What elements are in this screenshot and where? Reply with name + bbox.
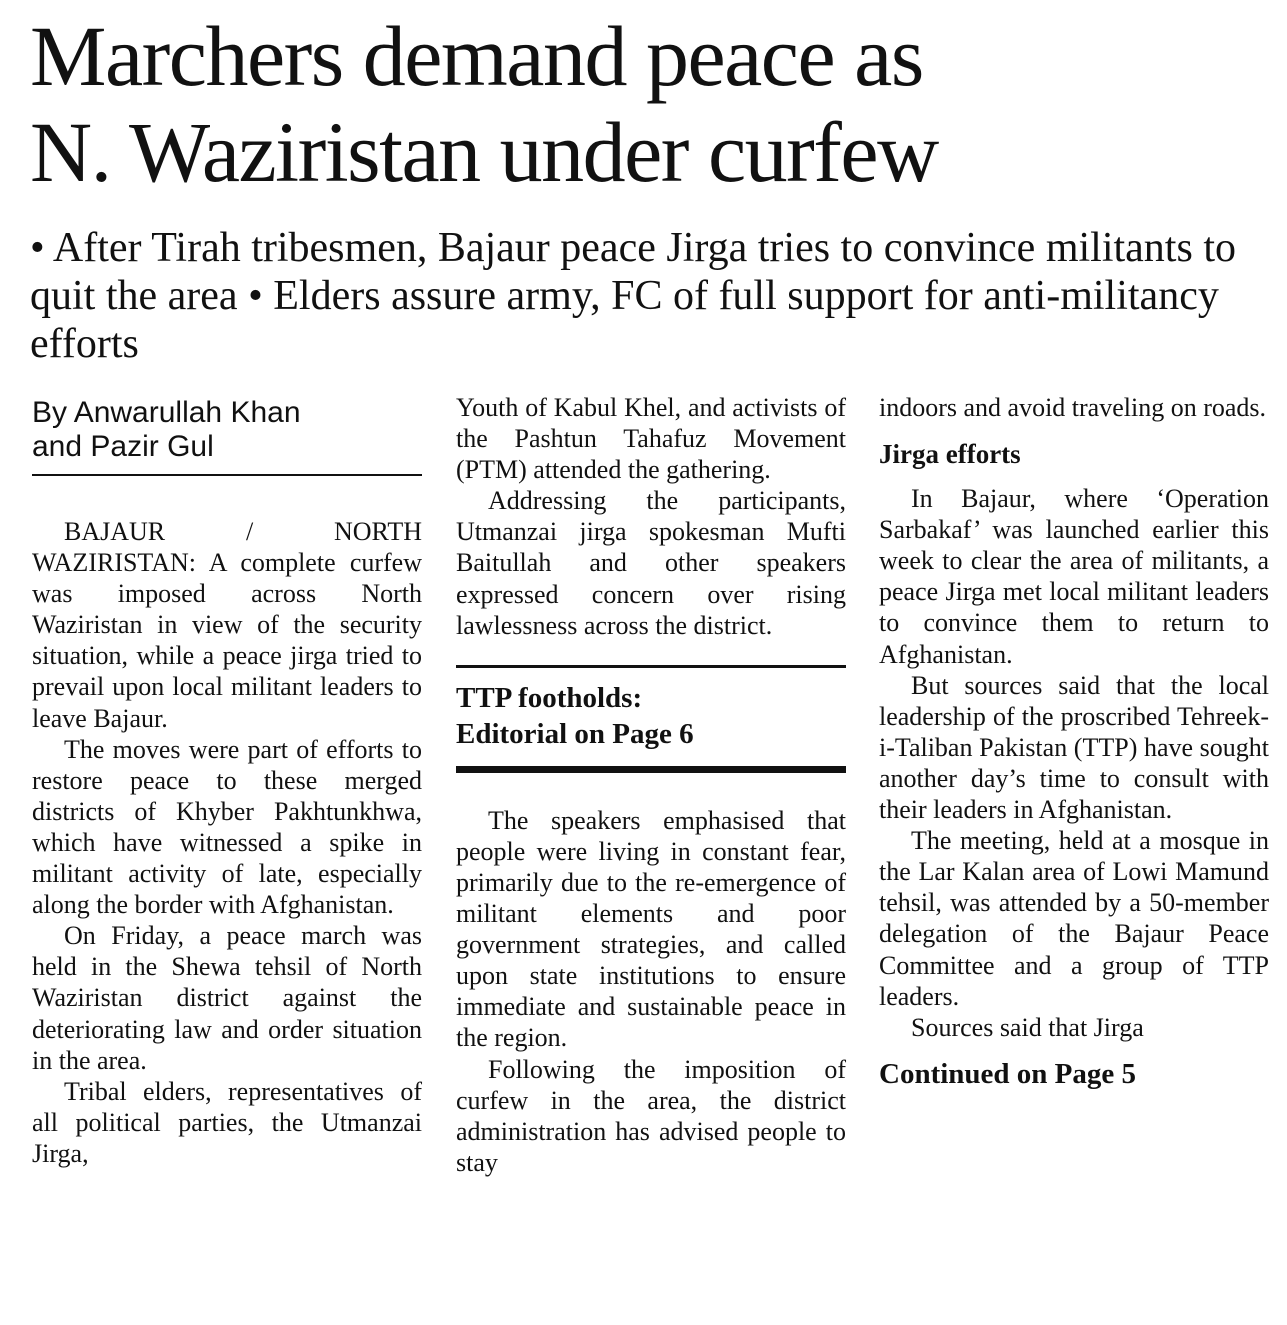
article-column-3	[879, 392, 1269, 1091]
article-column-1	[32, 392, 422, 1169]
editorial-reference-box	[456, 665, 846, 773]
column3-paragraph-1: indoors and avoid traveling on roads.	[879, 393, 1267, 422]
deck	[30, 224, 1270, 368]
byline-line-2: and Pazir Gul	[32, 430, 214, 463]
article-column-2	[456, 392, 846, 1178]
headline-line-2: N. Waziristan under curfew	[30, 104, 938, 200]
column2-paragraph-2: Addressing the participants, Utmanzai jirga spokesman Mufti Baitullah and other speakers expressed concern over rising lawlessness across the district.	[456, 486, 846, 640]
column3-paragraph-5: Sources said that Jirga	[911, 1012, 1144, 1042]
continued-on-page-link: Continued on Page 5	[879, 1057, 1137, 1090]
headline-line-1: Marchers demand peace as	[30, 8, 923, 104]
column3-paragraph-2: In Bajaur, where ‘Operation Sarbakaf’ was launched earlier this week to clear the area of militants, a peace Jirga met local militant leaders to convince them to return to Afghanistan.	[879, 484, 1269, 669]
column1-paragraph-3: On Friday, a peace march was held in the Shewa tehsil of North Waziristan district against the deteriorating law and order situation in the area.	[32, 921, 422, 1075]
headline	[30, 8, 1270, 200]
refbox-line-2: Editorial on Page 6	[456, 717, 694, 750]
column3-paragraph-3: But sources said that the local leadership of the proscribed Tehreek-i-Taliban Pakistan (TTP) have sought another day’s time to consult with their leaders in Afghanistan.	[879, 670, 1269, 825]
section-subhead: Jirga efforts	[879, 439, 1021, 470]
column1-paragraph-1: BAJAUR / NORTH WAZIRISTAN: A complete curfew was imposed across North Waziristan in view of the security situation, while a peace jirga tried to prevail upon local militant leaders to leave Bajaur.	[32, 517, 422, 733]
deck-bullet-1: • After Tirah tribesmen, Bajaur peace Jirga tries to convince militants to quit the area	[30, 225, 1236, 319]
column1-paragraph-4: Tribal elders, representatives of all political parties, the Utmanzai Jirga,	[32, 1076, 422, 1168]
column3-paragraph-4: The meeting, held at a mosque in the Lar Kalan area of Lowi Mamund tehsil, was attended by a 50-member delegation of the Bajaur Peace Committee and a group of TTP leaders.	[879, 826, 1269, 1011]
byline-line-1: By Anwarullah Khan	[32, 396, 301, 429]
column1-paragraph-2: The moves were part of efforts to restore peace to these merged districts of Khyber Pakhtunkhwa, which have witnessed a spike in militant activity of late, especially along the border with Afghanistan.	[32, 734, 422, 920]
column2-paragraph-1: Youth of Kabul Khel, and activists of the Pashtun Tahafuz Movement (PTM) attended the gathering.	[456, 393, 846, 485]
column2-paragraph-4: Following the imposition of curfew in the area, the district administration has advised people to stay	[456, 1054, 846, 1177]
refbox-line-1: TTP footholds:	[456, 681, 643, 714]
byline	[32, 392, 422, 476]
column2-paragraph-3: The speakers emphasised that people were living in constant fear, primarily due to the re-emergence of militant elements and poor government strategies, and called upon state institutions to ensure immediate and sustainable peace in the region.	[456, 805, 846, 1053]
deck-bullet-2: • Elders assure army, FC of full support for anti-militancy efforts	[30, 273, 1219, 367]
